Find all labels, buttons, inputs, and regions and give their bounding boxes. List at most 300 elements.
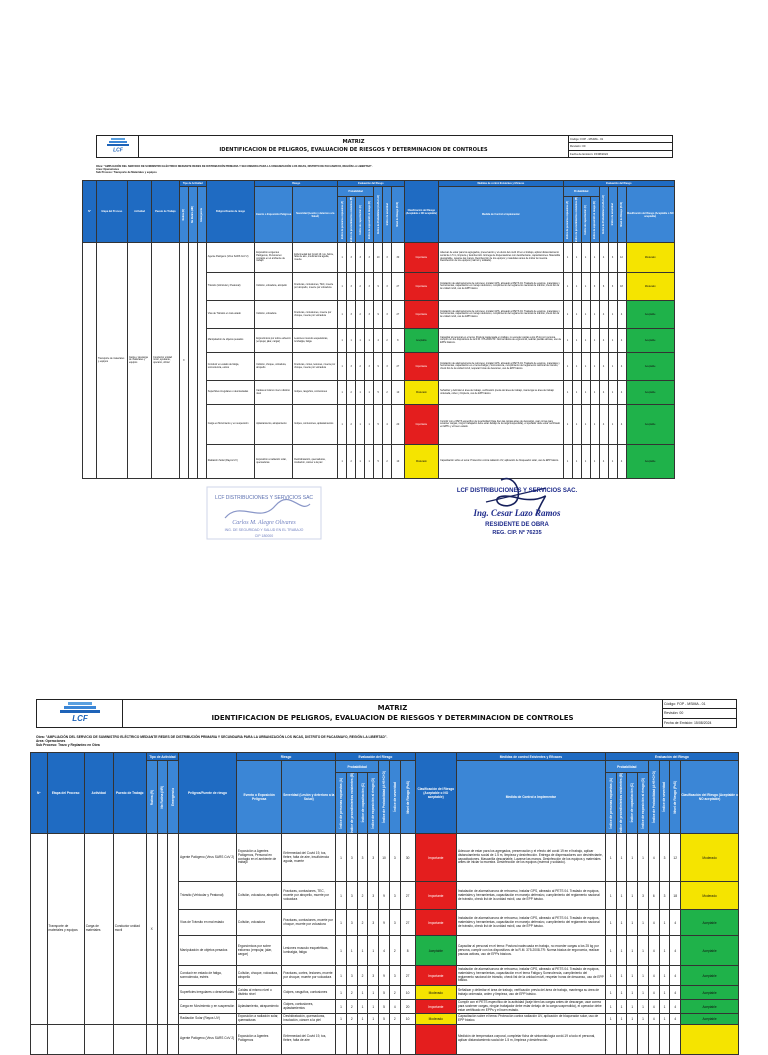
cell-pd: 1 [638, 834, 649, 882]
col-no-rutina [188, 187, 197, 243]
stamp-left-company: LCF DISTRIBUCIONES Y SERVICIOS SAC [214, 495, 314, 501]
cell-s [389, 1024, 400, 1054]
cell-peligro: Superficies irregulares o desniveladas [179, 986, 237, 1000]
cell-pa: 1 [563, 381, 572, 405]
cell-medida: Cumplir con el PETS específico de la actividad (Izaje bien las cargas antes de descargar, usar correa para sostener cargas, ningún trabajador debe estar debajo de la carga suspendida), el operador debe estar certificado en EPPs y el buen estado. [439, 405, 563, 445]
col-rutina [179, 187, 188, 243]
col-medida-control: Medida de Control a Implementar [456, 761, 605, 834]
cell-d: 3 [368, 910, 379, 936]
cell-nr: 27 [392, 301, 404, 329]
stamp-right-role: RESIDENTE DE OBRA [485, 522, 549, 528]
col-prob-3 [368, 773, 379, 834]
cell-medida: Instalación de alarma/sonora de retroceso, instalar GPS, alineado al PETS 04. Traslado de equipos, materiales y herramientas, capacitación en manejo defensivo, cumplimiento del reglamento nacional de tránsito, check list de la unidad móvil, uso de EPP básico. [439, 301, 563, 329]
stamp-left [205, 484, 323, 542]
cell-clasificacion: Importante [404, 353, 439, 381]
cell-clasificacion: Aceptable [415, 936, 456, 966]
cell-clasificacion: Moderado [415, 1014, 456, 1024]
cell-b: 3 [347, 353, 356, 381]
cell-clasificacion: Moderado [404, 445, 439, 479]
cell-a: 1 [336, 986, 347, 1000]
cell-pb: 1 [616, 1014, 627, 1024]
col-prob-6-label: Nivel de Riesgo (PxS) [405, 780, 410, 814]
cell-evento: Caídas al mismo nivel o distinto nivel [255, 381, 293, 405]
cell-clasificacion-final: Aceptable [681, 1000, 739, 1014]
cell-p: 4 [374, 329, 383, 353]
col-emergencia [168, 761, 179, 834]
col-clasificacion: Clasificación del Riesgo (Aceptable o NO aceptable) [415, 753, 456, 834]
cell-b: 3 [347, 243, 356, 273]
cell-pd: 1 [590, 301, 599, 329]
cell-peligro: Radiación Solar (Rayos UV) [179, 1014, 237, 1024]
stamp-right [456, 470, 578, 546]
cell-emergencia [197, 243, 206, 479]
cell-ps: 1 [608, 405, 617, 445]
cell-b: 1 [346, 936, 357, 966]
cell-severidad: Golpes, contusiones, aplastamientos [282, 1000, 336, 1014]
cell-pa: 1 [563, 353, 572, 381]
col-riesgo: Riesgo [236, 753, 335, 761]
cell-ps: 3 [659, 882, 670, 910]
cell-pc: 1 [627, 882, 638, 910]
cell-d: 3 [368, 834, 379, 882]
cell-pa: 1 [605, 966, 616, 986]
col-prob2-3-label: Índice de exposición al riesgo (D) [593, 200, 597, 239]
cell-evento: Ergonómicos por sobre esfuerzo (empujar, jalar, cargar) [236, 936, 281, 966]
cell-evento: Ergonómicos por sobre esfuerzo (empujar, jalar, cargar) [255, 329, 293, 353]
cell-b: 2 [347, 405, 356, 445]
cell-pa: 1 [605, 834, 616, 882]
cell-medida: Señalizar y delimitar el área de trabajo, verificación previa del área de trabajo, mantenga su área de trabajo ordenada, orden y limpieza, uso de EPP básico. [456, 986, 605, 1000]
cell-p: 9 [374, 353, 383, 381]
col-prob2-6 [617, 187, 626, 243]
cell-pc: 1 [627, 1000, 638, 1014]
cell-clasificacion-final: Aceptable [626, 405, 674, 445]
cell-pd: 1 [638, 986, 649, 1000]
cell-pc: 1 [581, 329, 590, 353]
cell-c: 1 [357, 1014, 368, 1024]
meta-revision: Revisión: 00 [569, 143, 673, 150]
cell-pb: 1 [572, 273, 581, 301]
col-prob-0-label: Índice de personas expuestas (A) [340, 200, 344, 239]
col-prob2-5 [659, 761, 670, 834]
cell-b: 3 [346, 882, 357, 910]
cell-nr: 27 [400, 882, 415, 910]
cell-peligro: Tránsito (Vehicular y Peatonal) [206, 273, 254, 301]
cell-c: 3 [357, 834, 368, 882]
cell-clasificacion: Importante [415, 1000, 456, 1014]
cell-pnr: 4 [617, 381, 626, 405]
cell-evento: Colisión, volcadura [236, 910, 281, 936]
cell-b: 1 [347, 329, 356, 353]
logo-text: LCF [112, 147, 123, 154]
cell-ps: 1 [608, 329, 617, 353]
col-actividad: Actividad [127, 181, 151, 243]
col-prob-1-label: Índice de procedimientos existentes (B) [349, 197, 353, 243]
cell-d [368, 1024, 379, 1054]
cell-s: 2 [383, 445, 392, 479]
cell-actividad: Carga de materiales [84, 834, 113, 1024]
matrix-bottom-table [30, 752, 739, 1055]
col-prob-1 [346, 773, 357, 834]
meta-code: Código: FOP - MSIMA - 01 [569, 136, 673, 143]
col-prob-1-label: Índice de procedimientos existentes (B) [349, 773, 354, 834]
cell-clasificacion-final: Aceptable [681, 986, 739, 1000]
cell-pc: 1 [581, 301, 590, 329]
cell-s: 2 [383, 381, 392, 405]
cell-c: 3 [356, 243, 365, 273]
cell-pd: 1 [590, 405, 599, 445]
title-line-1-b: MATRIZ [377, 703, 408, 712]
stamp-right-graphic [456, 470, 578, 546]
cell-severidad: Fracturas, contusiones, muerte por choque, muerte por volcadura [282, 910, 336, 936]
col-medidas: Medidas de control Existentes y Eficaces [456, 753, 605, 761]
cell-s: 2 [383, 329, 392, 353]
meta-date-2: Fecha de Emisión: 15/08/2024 [663, 718, 737, 727]
cell-pnr: 4 [670, 986, 681, 1000]
col-prob2-4-label: Índice de Probabilidad (A+B+C+D) [602, 195, 606, 235]
col-prob2-3 [590, 197, 599, 243]
cell-medida: Instalación de alarma/sonora de retroceso, instalar GPS, alineado al PETS 04. Traslado de equipos, materiales y herramientas, capacitación en manejo defensivo, cumplimiento del reglamento nacional de tránsito, check list de la unidad móvil, uso de EPP básico. [456, 882, 605, 910]
cell-pa: 1 [563, 243, 572, 273]
col-no-rutina-label: No Rutina (NR) [160, 785, 165, 809]
col-clasificacion-2: Clasificación del Riesgo (Aceptable o NO aceptable) [626, 187, 674, 243]
cell-c [357, 1024, 368, 1054]
col-prob-6 [392, 187, 404, 243]
cell-clasificacion: Moderado [404, 381, 439, 405]
cell-s: 3 [389, 966, 400, 986]
cell-a: 1 [338, 301, 347, 329]
cell-pc: 1 [581, 445, 590, 479]
cell-s: 3 [383, 243, 392, 273]
col-prob-5-label: Índice de severidad [385, 203, 389, 226]
cell-c: 1 [356, 405, 365, 445]
title-line-2: IDENTIFICACION DE PELIGROS, EVALUACION DE RIESGOS Y DETERMINACION DE CONTROLES [219, 146, 488, 153]
cell-peligro: Manipulación de objetos pesados [179, 936, 237, 966]
col-prob2-1 [616, 773, 627, 834]
cell-pnr: 4 [617, 353, 626, 381]
cell-pp: 4 [599, 329, 608, 353]
cell-peligro: Vías de Tránsito en mal estado [179, 910, 237, 936]
cell-pc: 1 [581, 353, 590, 381]
stamp-left-name: Carlos M. Alegre Olivares [232, 520, 296, 526]
cell-pd: 1 [590, 353, 599, 381]
col-prob2-5 [608, 187, 617, 243]
cell-d: 3 [365, 301, 374, 329]
col-prob2-2-label: Índice de capacitación (C) [630, 783, 635, 823]
cell-ps: 1 [659, 986, 670, 1000]
cell-pa: 1 [563, 329, 572, 353]
cell-pc: 1 [627, 986, 638, 1000]
cell-d: 1 [365, 445, 374, 479]
col-prob-2 [356, 197, 365, 243]
cell-pb: 1 [616, 910, 627, 936]
cell-pp: 4 [648, 1014, 659, 1024]
document-title-2 [123, 700, 663, 728]
col-prob-0 [338, 197, 347, 243]
subprocess-label: Sub Proceso: Transporte de Materiales y equipos [96, 171, 157, 175]
cell-pnr: 4 [617, 301, 626, 329]
cell-p: 10 [374, 243, 383, 273]
cell-d: 1 [365, 405, 374, 445]
cell-pp: 4 [599, 301, 608, 329]
cell-evento: Colisión, volcadura, atropello [236, 882, 281, 910]
cell-no-rutina [188, 243, 197, 479]
table-row [83, 243, 675, 273]
col-severidad: Severidad (Lesión y deterioro a la Salud) [293, 187, 338, 243]
col-prob-3-label: Índice de exposición al riesgo (D) [367, 200, 371, 239]
cell-pb: 1 [572, 445, 581, 479]
cell-pnr: 4 [617, 329, 626, 353]
col-probabilidad-2: Probabilidad [605, 761, 648, 773]
cell-ps: 1 [608, 381, 617, 405]
col-no-rutina [157, 761, 168, 834]
stamp-right-reg: REG. CIP. Nº 76235 [492, 530, 542, 536]
cell-s: 4 [389, 1000, 400, 1014]
col-prob2-2 [581, 197, 590, 243]
cell-severidad: Deshidratación, quemaduras, insolación, cáncer a la piel [293, 445, 338, 479]
cell-pd: 1 [638, 1000, 649, 1014]
col-prob2-2 [627, 773, 638, 834]
cell-clasificacion: Moderado [415, 986, 456, 1000]
cell-pp: 6 [599, 273, 608, 301]
cell-pa: 1 [605, 1000, 616, 1014]
cell-emergencia-2 [168, 1024, 179, 1054]
cell-nr: 10 [392, 381, 404, 405]
cell-severidad: Golpes, rasguños, contusiones [282, 986, 336, 1000]
project-info-2 [36, 735, 736, 747]
cell-n2 [31, 1024, 48, 1054]
cell-a: 1 [336, 936, 347, 966]
cell-medida: Capacitar al personal en el tema: Postura inadecuada en trabajo, no exceder cargas a los 25 kg por persona, cumplir con los dispositivos de la R.M. 375-2008-TR: Norma básica de ergonomía, realizar pausas activas, uso de EPPs básicos. [456, 936, 605, 966]
project-name-2: Obra: "AMPLIACIÓN DEL SERVICIO DE SUMINISTRO ELÉCTRICO MEDIANTE REDES DE DISTRIBUCIÓN PRIMARIA Y SECUNDARIA PARA LA URBANIZACIÓN LOS INCAS, DISTRITO DE PACASMAYO, REGIÓN LA LIBERTAD". [36, 735, 388, 739]
cell-clasificacion-final: Moderado [626, 243, 674, 273]
cell-severidad: Enfermedad del Covid 19, tos, fiebre, falta de aire [282, 1024, 336, 1054]
area-label-2: Area: Operaciones [36, 739, 66, 744]
cell-pp: 4 [599, 381, 608, 405]
cell-pnr [670, 1024, 681, 1054]
cell-clasificacion: Importante [415, 966, 456, 986]
cell-d: 3 [365, 353, 374, 381]
cell-p: 4 [379, 936, 390, 966]
matrix-top-table [82, 180, 675, 479]
cell-peligro: Carga en Movimiento y en suspensión [206, 405, 254, 445]
col-evaluacion: Evaluación del Riesgo [338, 181, 404, 187]
cell-pp: 4 [648, 1000, 659, 1014]
col-prob-2-label: Índice de capacitación (C) [358, 204, 362, 235]
cell-pd: 3 [590, 273, 599, 301]
cell-clasificacion: Importante [415, 834, 456, 882]
cell-ps: 1 [659, 1014, 670, 1024]
cell-pnr: 4 [670, 936, 681, 966]
col-peligro: Peligros/Fuente de riesgo [206, 181, 254, 243]
cell-clasificacion: Importante [415, 910, 456, 936]
cell-severidad: Enfermedad del Covid 19, tos, fiebre, falta de aire, insuficiencia aguda, muerte [282, 834, 336, 882]
cell-pnr: 4 [617, 405, 626, 445]
col-evento: Evento o Exposición Peligrosa [255, 187, 293, 243]
col-prob-6 [400, 761, 415, 834]
cell-b: 3 [346, 910, 357, 936]
cell-clasificacion-final: Aceptable [626, 353, 674, 381]
col-probabilidad: Probabilidad [336, 761, 379, 773]
cell-nr: 10 [392, 445, 404, 479]
stamp-left-role: ING. DE SEGURIDAD Y SALUD EN EL TRABAJO [224, 528, 304, 532]
cell-clasificacion-final [681, 1024, 739, 1054]
cell-ps: 1 [659, 910, 670, 936]
cell-pd: 1 [590, 243, 599, 273]
cell-b: 2 [346, 986, 357, 1000]
cell-p: 5 [374, 445, 383, 479]
cell-severidad: Fracturas, contusiones, muerte por choque, muerte por volcadura [293, 301, 338, 329]
cell-pd: 1 [638, 1014, 649, 1024]
cell-ps: 1 [608, 301, 617, 329]
cell-medida: Instalación de alarma/sonora de retroceso, instalar GPS, alineado al PETS 04. Traslado de equipos, materiales y herramientas, capacitación en el tema Fatiga y Somnolencia, cumplimiento del reglamento nacional de tránsito, check list de la unidad móvil, respetar horas de descanso, uso de EPP básico. [456, 966, 605, 986]
col-prob-6-label: Nivel de Riesgo (PxS) [396, 202, 400, 227]
cell-p: 9 [374, 301, 383, 329]
cell-s: 3 [389, 882, 400, 910]
cell-pa: 1 [605, 910, 616, 936]
cell-etapa-2 [47, 1024, 84, 1054]
cell-nr: 8 [400, 936, 415, 966]
col-prob2-6 [670, 761, 681, 834]
subprocess-label-2: Sub Proceso: Trazo y Replanteo en Obra [36, 743, 100, 748]
cell-ps: 1 [608, 445, 617, 479]
cell-ps [659, 1024, 670, 1054]
stamp-left-reg: CIP 180000 [254, 534, 274, 538]
col-puesto: Puesto de Trabajo [113, 753, 146, 834]
cell-b [346, 1024, 357, 1054]
col-prob-4 [379, 761, 390, 834]
cell-c: 2 [356, 353, 365, 381]
logo-text-2: LCF [71, 714, 88, 723]
col-rutina [146, 761, 157, 834]
col-prob2-1-label: Índice de procedimientos existentes (B) [619, 773, 624, 834]
cell-pp: 6 [648, 882, 659, 910]
col-prob2-4 [599, 187, 608, 243]
cell-evento: Exposición a Agentes Patógenos, Personal en contagio en el ambiente de trabajo [236, 834, 281, 882]
cell-ps: 1 [659, 1000, 670, 1014]
cell-s: 3 [383, 301, 392, 329]
cell-p: 5 [379, 1000, 390, 1014]
cell-medida: Adecuar de estar para los agregados, preservación y el efecto del covid 19 en el trabajo, aplicar distanciamiento social de 1.5 m, limpieza y desinfección. Entrega de dispensadores con desinfectante, capacitaciones. Mascarilla descartable, Lavarse las manos. Desinfección de los equipos y materiales antes de iniciar la muestra. Desinfección de los equipos (mármol y soldado). [456, 834, 605, 882]
cell-clasificacion [415, 1024, 456, 1054]
cell-c: 2 [356, 273, 365, 301]
cell-a [336, 1024, 347, 1054]
cell-no-rutina-2 [157, 1024, 168, 1054]
cell-pa: 1 [563, 405, 572, 445]
cell-c: 1 [356, 381, 365, 405]
cell-pd [638, 1024, 649, 1054]
cell-medida: Instalación de alarma/sonora de retroceso, instalar GPS, alineado al PETS 04. Traslado de equipos, materiales y herramientas, capacitación en manejo defensivo, cumplimiento del reglamento nacional de tránsito, check list de la unidad móvil, uso de EPP básico. [439, 273, 563, 301]
cell-clasificacion: Importante [404, 243, 439, 273]
cell-nr: 27 [400, 910, 415, 936]
cell-puesto: Conductor unidad móvil, ayudante, operario, oficial [152, 243, 180, 479]
cell-pd: 3 [638, 882, 649, 910]
cell-a: 1 [338, 353, 347, 381]
cell-evento: Caídas al mismo nivel o distinto nivel [236, 986, 281, 1000]
cell-medida: Instalación de alarma/sonora de retroceso, instalar GPS, alineado al PETS 04. Traslado de equipos, materiales y herramientas, capacitación en el tema Fatiga y Somnolencia, cumplimiento del reglamento nacional de tránsito, check list de la unidad móvil, respetar horas de descanso, uso de EPP básico. [439, 353, 563, 381]
cell-c: 2 [356, 301, 365, 329]
col-prob-3-label: Índice de exposición al riesgo (D) [371, 777, 376, 829]
cell-peligro: Carga en Movimiento y en suspensión [179, 1000, 237, 1014]
cell-nr: 8 [392, 329, 404, 353]
col-prob2-3-label: Índice de exposición al riesgo (D) [640, 777, 645, 829]
col-rutina-label: Rutina (R) [149, 789, 154, 805]
cell-c: 1 [357, 936, 368, 966]
cell-pnr: 4 [670, 1014, 681, 1024]
cell-a: 1 [336, 966, 347, 986]
project-name: Obra: "AMPLIACIÓN DEL SERVICIO DE SUMINISTRO ELÉCTRICO MEDIANTE REDES DE DISTRIBUCIÓN PRIMARIA Y SECUNDARIA PARA LA URBANIZACIÓN LOS INCAS, DISTRITO DE PACASMAYO, REGIÓN LA LIBERTAD". [96, 165, 373, 168]
col-prob2-1-label: Índice de procedimientos existentes (B) [575, 197, 579, 243]
col-prob2-5-label: Índice de severidad [611, 203, 615, 226]
col-emergencia-label: Emergencia [171, 788, 176, 807]
cell-pp: 4 [648, 936, 659, 966]
col-evaluacion: Evaluación del Riesgo [336, 753, 415, 761]
cell-s: 3 [389, 834, 400, 882]
cell-pnr: 4 [670, 1000, 681, 1014]
cell-d: 3 [365, 243, 374, 273]
cell-pb: 1 [572, 301, 581, 329]
cell-nr: 27 [400, 966, 415, 986]
cell-nr: 30 [392, 243, 404, 273]
project-info [96, 165, 672, 175]
col-rutina-label: Rutina (R) [182, 208, 186, 221]
cell-c: 1 [356, 445, 365, 479]
cell-rutina: X [179, 243, 188, 479]
col-prob2-5-label: Índice de severidad [662, 782, 667, 812]
cell-d: 3 [365, 273, 374, 301]
cell-d: 1 [365, 381, 374, 405]
cell-medida: Capacitación sobre el tema: Protección contra radiación UV, aplicación de bloqueador solar, uso de EPP básico. [439, 445, 563, 479]
col-actividad: Actividad [84, 753, 113, 834]
cell-evento: Exposición a Agentes Patógenos [236, 1024, 281, 1054]
cell-b: 3 [347, 301, 356, 329]
col-tipo-actividad: Tipo de Actividad [179, 181, 206, 187]
cell-pb: 1 [572, 405, 581, 445]
cell-pd: 1 [638, 910, 649, 936]
cell-evento: Colisión, volcadura [255, 301, 293, 329]
cell-pb: 1 [616, 986, 627, 1000]
cell-nr: 10 [400, 1014, 415, 1024]
cell-clasificacion-final: Aceptable [681, 1014, 739, 1024]
cell-ps: 3 [608, 243, 617, 273]
cell-d: 1 [368, 1014, 379, 1024]
cell-c: 2 [357, 966, 368, 986]
cell-a: 1 [336, 910, 347, 936]
cell-nr: 27 [392, 353, 404, 381]
cell-etapa: Transporte de materiales y equipos [47, 834, 84, 1024]
cell-clasificacion: Importante [415, 882, 456, 910]
cell-p: 5 [374, 405, 383, 445]
col-prob-5 [383, 187, 392, 243]
col-prob2-0 [605, 773, 616, 834]
cell-clasificacion: Aceptable [404, 329, 439, 353]
cell-s: 2 [389, 1014, 400, 1024]
cell-pc: 1 [627, 966, 638, 986]
company-logo-2 [37, 700, 123, 728]
col-prob-2 [357, 773, 368, 834]
cell-b: 3 [346, 966, 357, 986]
cell-no-rutina [157, 834, 168, 1024]
col-prob-4-label: Índice de Probabilidad (A+B+C+D) [382, 771, 387, 824]
cell-c: 1 [357, 1000, 368, 1014]
cell-ps: 1 [659, 966, 670, 986]
col-prob2-0-label: Índice de personas expuestas (A) [566, 200, 570, 239]
cell-pc [627, 1024, 638, 1054]
cell-c: 1 [356, 329, 365, 353]
cell-pa: 1 [563, 301, 572, 329]
meta-code-2: Código: FOP - MSIMA - 01 [663, 700, 737, 709]
cell-pc: 1 [627, 1014, 638, 1024]
